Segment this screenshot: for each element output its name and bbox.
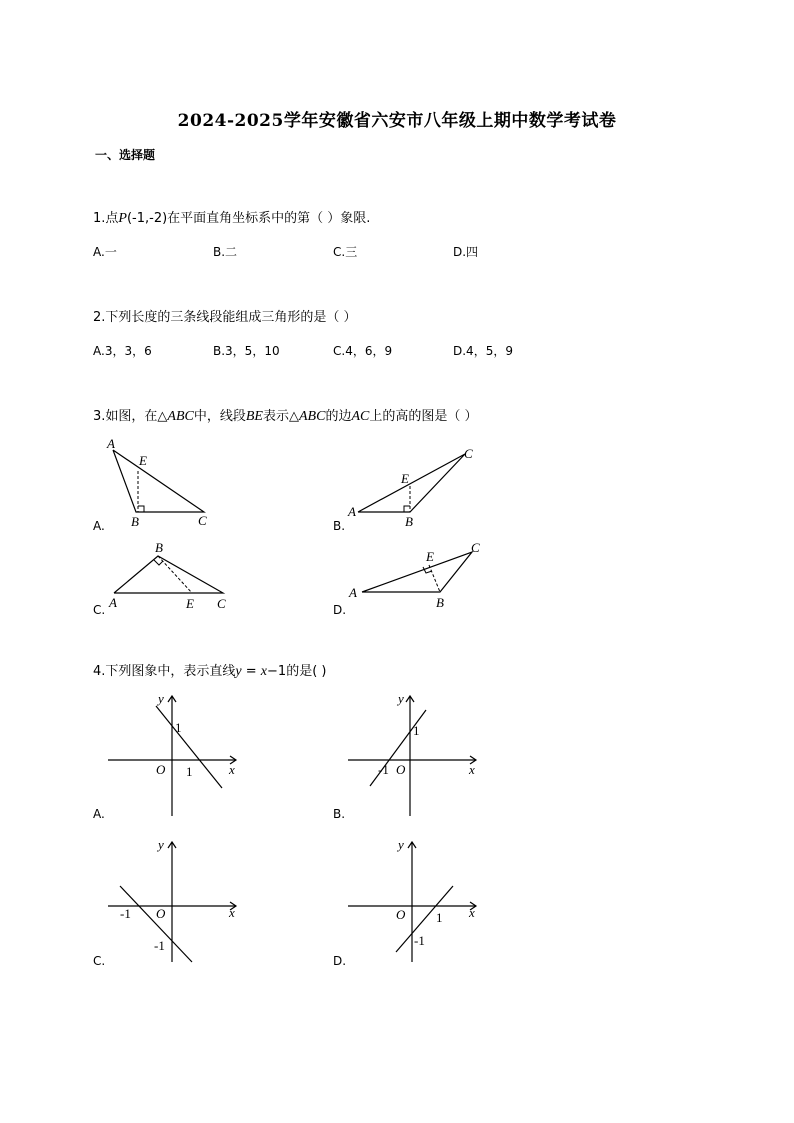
origin-label: O <box>156 762 166 777</box>
q4-eq-x: x <box>260 664 268 679</box>
q3-text-mid1: 中，线段 <box>193 409 246 424</box>
tick-1-x: 1 <box>436 910 443 925</box>
q3-abc-2: ABC <box>299 409 326 424</box>
q3-option-c[interactable]: C. <box>93 603 106 617</box>
tick-neg1-x: -1 <box>120 906 131 921</box>
label-c: C <box>464 446 473 461</box>
q4-graph-b <box>340 688 490 820</box>
q4-eq-y: y <box>235 664 242 679</box>
q2-option-a[interactable]: A.3，3，6 <box>93 344 152 358</box>
label-a: A <box>349 585 357 600</box>
q3-option-b[interactable]: B. <box>333 519 346 533</box>
q3-figure-c <box>100 538 240 618</box>
q3-option-a[interactable]: A. <box>93 519 105 533</box>
q4-graph-c <box>100 834 250 966</box>
q4-graph-a <box>100 688 250 820</box>
label-b: B <box>131 514 139 529</box>
q3-triangle-symbol-2: △ <box>289 409 299 424</box>
y-axis-label: y <box>398 837 404 852</box>
y-axis-label: y <box>158 837 164 852</box>
q4-eq-minus-one: −1 <box>267 664 287 679</box>
q4-prefix: 4.下列图象中，表示直线 <box>93 664 236 679</box>
q3-abc: ABC <box>167 409 194 424</box>
q1-option-c[interactable]: C.三 <box>333 245 358 259</box>
x-axis-label: x <box>229 905 235 920</box>
q1-option-a[interactable]: A.一 <box>93 245 117 259</box>
q3-figure-b <box>340 440 490 535</box>
q2-option-d[interactable]: D.4，5，9 <box>453 344 513 358</box>
q1-suffix: 在平面直角坐标系中的第（ ）象限. <box>167 211 371 226</box>
q3-triangle-symbol: △ <box>157 409 168 424</box>
origin-label: O <box>396 762 406 777</box>
q3-figure-d <box>340 535 490 615</box>
x-axis-label: x <box>469 905 475 920</box>
q3-figure-a <box>100 432 230 532</box>
q1-point: P <box>118 211 127 226</box>
q4-option-c[interactable]: C. <box>93 954 106 968</box>
question-3 <box>93 409 478 425</box>
label-c: C <box>217 596 226 611</box>
q3-be: BE <box>245 409 263 424</box>
q4-option-b[interactable]: B. <box>333 807 346 821</box>
q1-coords: (-1,-2) <box>126 211 168 226</box>
q1-option-d[interactable]: D.四 <box>453 245 479 259</box>
q1-option-b[interactable]: B.二 <box>213 245 238 259</box>
tick-1-y: 1 <box>413 723 420 738</box>
q1-prefix: 1.点 <box>93 211 119 226</box>
label-e: E <box>426 549 434 564</box>
label-e: E <box>139 453 147 468</box>
label-b: B <box>405 514 413 529</box>
y-axis-label: y <box>158 691 164 706</box>
label-b: B <box>155 540 163 555</box>
q4-suffix: 的是( ) <box>286 664 327 679</box>
tick-neg1-x: -1 <box>378 762 389 777</box>
tick-neg1-y: -1 <box>414 933 425 948</box>
q2-option-b[interactable]: B.3，5，10 <box>213 344 280 358</box>
q3-text-mid2: 表示 <box>262 409 289 424</box>
q2-option-c[interactable]: C.4，6，9 <box>333 344 393 358</box>
question-4 <box>93 664 326 680</box>
tick-1-x: 1 <box>186 764 193 779</box>
q3-suffix: 上的高的图是（ ） <box>369 409 478 424</box>
origin-label: O <box>396 907 406 922</box>
question-1 <box>93 211 370 227</box>
q4-graph-d <box>340 834 490 966</box>
section-heading: 一、选择题 <box>95 148 156 162</box>
q3-prefix: 3.如图，在 <box>93 409 158 424</box>
x-axis-label: x <box>469 762 475 777</box>
page-title: 2024-2025学年安徽省六安市八年级上期中数学考试卷 <box>177 111 617 131</box>
question-2: 2.下列长度的三条线段能组成三角形的是（ ） <box>93 310 357 325</box>
tick-1-y: 1 <box>175 720 182 735</box>
x-axis-label: x <box>229 762 235 777</box>
q4-eq-equals: = <box>241 664 261 679</box>
origin-label: O <box>156 906 166 921</box>
y-axis-label: y <box>398 691 404 706</box>
q3-ac: AC <box>351 409 370 424</box>
label-a: A <box>107 436 115 451</box>
tick-neg1-y: -1 <box>154 938 165 953</box>
q3-option-d[interactable]: D. <box>333 603 347 617</box>
label-a: A <box>348 504 356 519</box>
q3-text-mid3: 的边 <box>325 409 352 424</box>
q4-option-a[interactable]: A. <box>93 807 105 821</box>
q4-option-d[interactable]: D. <box>333 954 347 968</box>
label-c: C <box>471 540 480 555</box>
label-a: A <box>109 595 117 610</box>
label-e: E <box>401 471 409 486</box>
label-b: B <box>436 595 444 610</box>
label-e: E <box>186 596 194 611</box>
label-c: C <box>198 513 207 528</box>
